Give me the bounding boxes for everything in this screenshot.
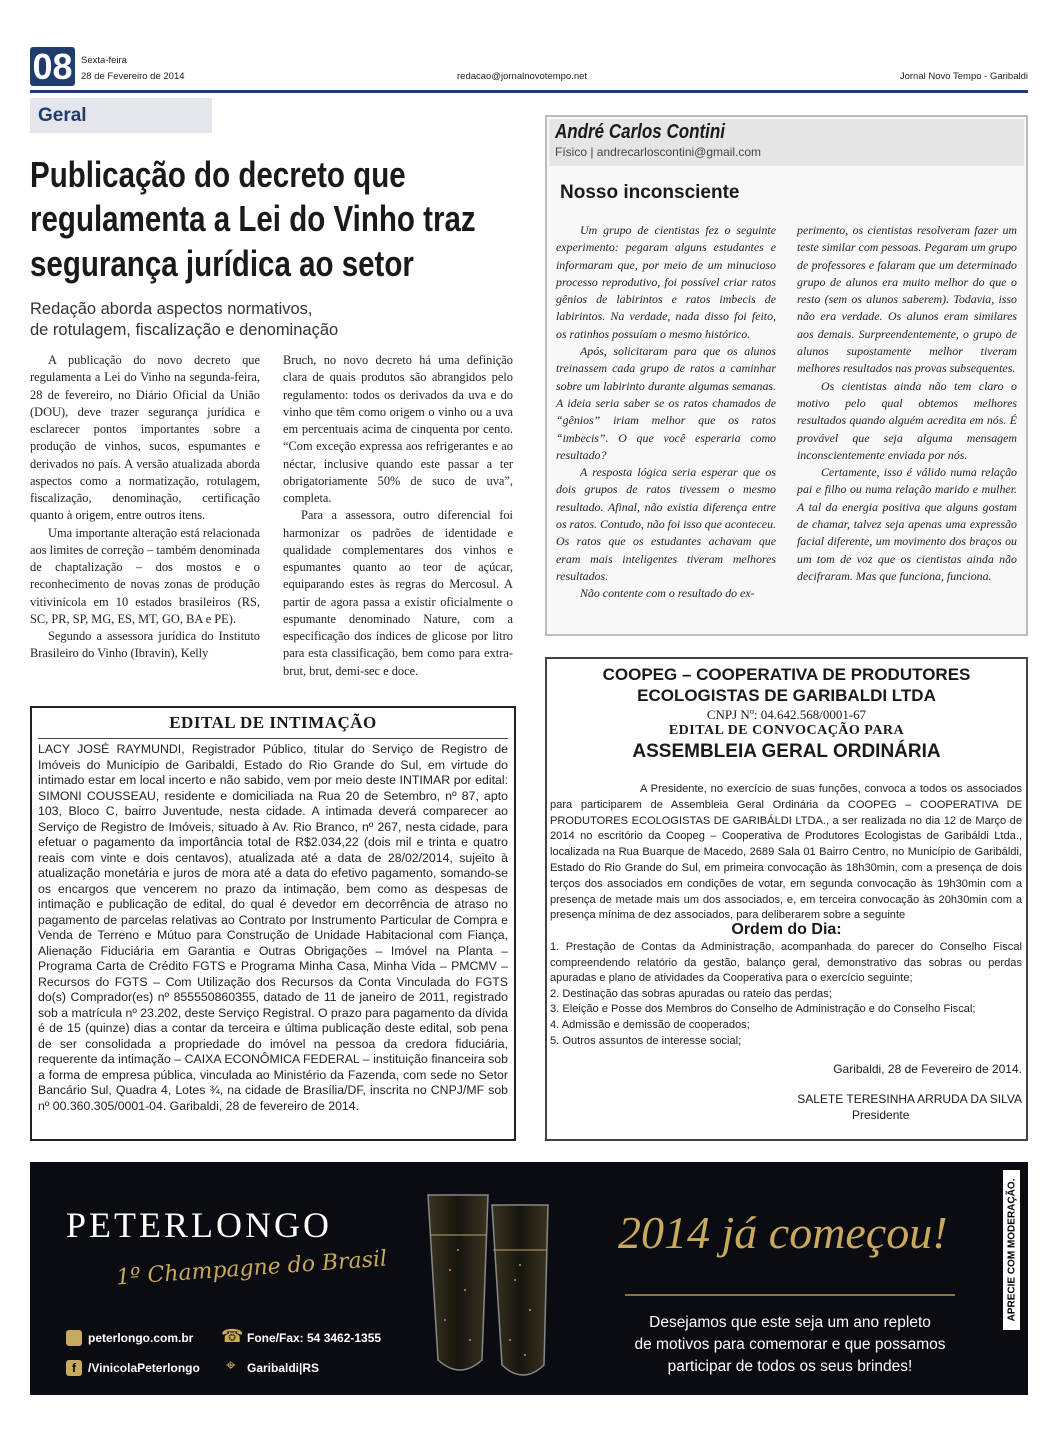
edital-title: EDITAL DE INTIMAÇÃO bbox=[169, 713, 377, 732]
contact-email[interactable]: redacao@jornalnovotempo.net bbox=[457, 71, 588, 82]
agenda-item: 2. Destinação das sobras apuradas ou rateio das perdas; bbox=[550, 987, 832, 1000]
edital-divider bbox=[38, 738, 508, 739]
ad-message-line: de motivos para comemorar e que possamos bbox=[634, 1336, 946, 1353]
opinion-column-1 bbox=[556, 222, 776, 603]
paragraph: Após, solicitaram para que os alunos treinassem cada grupo de ratos a caminhar sobre um labirinto durante algumas semanas. A ideia seria saber se os ratos chamados de “gênios” iriam melhor que os ratos “imbecis”. O que você esperaria como resultado? bbox=[556, 344, 776, 462]
author-role: Físico | andrecarloscontini@gmail.com bbox=[555, 145, 762, 159]
convocation-body bbox=[550, 782, 1022, 924]
signer-role: Presidente bbox=[852, 1108, 910, 1122]
paragraph: A resposta lógica seria esperar que os dois grupos de ratos tivessem o mesmo resultado. Afinal, não existia diferença entre os ratos. Contudo, não foi isso que aconteceu. Os ratos que os estudantes achavam que eram mais inteligentes tiveram melhores resultados. bbox=[556, 465, 776, 583]
moderation-warning: APRECIE COM MODERAÇÃO. bbox=[1006, 1178, 1017, 1322]
paragraph: perimento, os cientistas resolveram fazer um teste similar com pessoas. Pegaram um grupo de professores e falaram que um determinado grupo de alunos era muito melhor do que o resto (sem os alunos saberem). Todavia, isso não era verdade. Os alunos eram similares aos demais. Surpreendentemente, o grupo de alunos supostamente melhor tiveram melhores resultados nas provas subsequentes. bbox=[797, 223, 1017, 376]
facebook-link[interactable]: /VinicolaPeterlongo bbox=[88, 1361, 200, 1375]
facebook-icon: f bbox=[66, 1360, 82, 1376]
champagne-glasses-image bbox=[420, 1190, 570, 1395]
paragraph: Para a assessora, outro diferencial foi harmonizar os padrões de identidade e qualidade complementares dos vinhos e espumantes quanto ao teor de açúcar, equiparando estes às regras do Mercosul. A partir de agora passa a existir oficialmente o espumante denominado Nature, com a especificação dos índices de glicose por litro para esta classificação, bem como para extra-brut, brut, demi-sec e doce. bbox=[283, 508, 513, 678]
website-link[interactable]: peterlongo.com.br bbox=[88, 1331, 194, 1345]
coopeg-cnpj: CNPJ Nº: 04.642.568/0001-67 bbox=[706, 707, 867, 722]
location: Garibaldi|RS bbox=[247, 1361, 320, 1375]
link-icon bbox=[66, 1330, 82, 1346]
paragraph: A Presidente, no exercício de suas funções, convoca a todos os associados para participarem de Assembleia Geral Ordinária da COOPEG – COOPERATIVA DE PRODUTORES ECOLOGISTAS DE GARIBÁLDI LTDA., a ser realizada no dia 12 de Março de 2014 no escritório da Coopeg – Cooperativa de Produtores Ecologistas de Garibáldi Ltda., localizada na Rua Buarque de Macedo, 2689 Sala 01 Bairro Centro, no Município de Garibáldi, Estado do Rio Grande do Sul, em primeira convocação às 18h30min, com a presença de dois terços dos associados em condições de votar, em segunda convocação às 19h30min com a presença de metade mais um dos associados, e, em terceira convocação às 20h30min com a presença mínima de dez associados, para deliberarem sobre a seguinte bbox=[550, 783, 1022, 922]
section-label: Geral bbox=[30, 98, 212, 133]
page-number: 08 bbox=[30, 47, 75, 86]
paragraph: Certamente, isso é válido numa relação pai e filho ou numa relação marido e mulher. A tal da energia positiva que alguns gostam de chamar, talvez seja apenas uma expressão facial diferente, um movimento dos braços ou um tom de voz que os cientistas ainda não decifraram. Mas que funciona, funciona. bbox=[797, 465, 1017, 583]
agenda-title: Ordem do Dia: bbox=[731, 921, 842, 938]
brand-tagline: 1º Champagne do Brasil bbox=[115, 1246, 388, 1291]
headline-line: Publicação do decreto que bbox=[30, 154, 406, 195]
paragraph: Segundo a assessora jurídica do Instituto Brasileiro do Vinho (Ibravin), Kelly bbox=[30, 629, 260, 661]
paragraph: Os cientistas ainda não tem claro o motivo pelo qual obtemos melhores resultados quando alguém acredita em nós. É provável que seja alguma mensagem inconscientemente enviada por nós. bbox=[797, 378, 1017, 462]
phone-number: Fone/Fax: 54 3462-1355 bbox=[247, 1331, 382, 1345]
header-divider bbox=[30, 90, 1028, 93]
issue-date: 28 de Fevereiro de 2014 bbox=[81, 71, 185, 82]
paragraph: Um grupo de cientistas fez o seguinte experimento: pegaram alguns estudantes e informaram que, por meio de um minucioso processo reprodutivo, foi possível criar ratos gênios de labirintos e ratos imbecis de labirintos. Na verdade, nada disso foi feito, os ratinhos possuíam o mesmo histórico. bbox=[556, 223, 776, 341]
warning-box bbox=[1003, 1170, 1020, 1330]
brand-logo: PETERLONGO bbox=[66, 1205, 332, 1245]
ad-divider bbox=[625, 1294, 955, 1296]
agenda-item: 5. Outros assuntos de interesse social; bbox=[550, 1034, 742, 1047]
paragraph: A publicação do novo decreto que regulamenta a Lei do Vinho na segunda-feira, 28 de fevereiro, no Diário Oficial da União (DOU), deve trazer segurança jurídica e esclarecer pontos importantes sobre a produção de vinhos, sucos, espumantes e derivados no país. A versão atualizada aborda aspectos como a normatização, rotulagem, fiscalização, denominação, certificação quanto à origem, entre outros itens. bbox=[30, 353, 260, 523]
article-column-1 bbox=[30, 352, 260, 663]
weekday: Sexta-feira bbox=[81, 55, 127, 66]
headline-line: regulamenta a Lei do Vinho traz bbox=[30, 198, 476, 239]
author-name: André Carlos Contini bbox=[555, 121, 726, 143]
phone-icon: ☎ bbox=[221, 1326, 244, 1346]
convocation-title: EDITAL DE CONVOCAÇÃO PARA bbox=[668, 723, 905, 738]
assembly-title: ASSEMBLEIA GERAL ORDINÁRIA bbox=[632, 741, 941, 762]
agenda-item: 4. Admissão e demissão de cooperados; bbox=[550, 1018, 750, 1031]
peterlongo-ad[interactable] bbox=[30, 1162, 1028, 1395]
newspaper-name: Jornal Novo Tempo - Garibaldi bbox=[899, 71, 1028, 82]
agenda-item: 3. Eleição e Posse dos Membros do Conselho de Administração e do Conselho Fiscal; bbox=[550, 1003, 976, 1016]
opinion-title: Nosso inconsciente bbox=[560, 182, 740, 203]
opinion-column-2 bbox=[797, 222, 1017, 585]
ad-message-line: Desejamos que este seja um ano repleto bbox=[649, 1314, 931, 1331]
agenda-list bbox=[550, 940, 1022, 1049]
signature-date: Garibaldi, 28 de Fevereiro de 2014. bbox=[833, 1062, 1022, 1076]
subheadline-line: Redação aborda aspectos normativos, bbox=[30, 300, 313, 318]
coopeg-title: COOPEG – COOPERATIVA DE PRODUTORES bbox=[602, 665, 971, 684]
location-icon: ⌖ bbox=[226, 1356, 236, 1375]
ad-headline: 2014 já começou! bbox=[618, 1207, 948, 1258]
headline-line: segurança jurídica ao setor bbox=[30, 243, 414, 284]
ad-message-line: participar de todos os seus brindes! bbox=[667, 1358, 913, 1375]
paragraph: Uma importante alteração está relacionada aos limites de correção – também denominada de chaptalização – dos mostos e o reconhecimento de novas zonas de produção vitivinícola em 10 estados brasileiros (RS, SC, PR, SP, MG, ES, MT, GO, BA e PE). bbox=[30, 525, 260, 626]
paragraph: Bruch, no novo decreto há uma definição clara de quais produtos são abrangidos pelo regulamento: todos os derivados da uva e do vinho que têm como origem o vinho ou a uva em percentuais acima de cinquenta por cento. “Com exceção expressa aos refrigerantes e ao néctar, inclusive quando este passar a ter obrigatoriamente 50% de suco de uva”, completa. bbox=[283, 353, 513, 505]
subheadline-line: de rotulagem, fiscalização e denominação bbox=[30, 321, 339, 339]
edital-body: LACY JOSÉ RAYMUNDI, Registrador Público, titular do Serviço de Registro de Imóveis do Município de Garibaldi, Estado do Rio Grande do Sul, em virtude do intimado estar em local incerto e não sabido, vem por meio deste INTIMAR por edital: SIMONI COUSSEAU, residente e domiciliada na Rua 20 de Setembro, nº 87, apto 103, Bloco C, bairro Juventude, nesta cidade. A intimada deverá comparecer ao Serviço de Registro de Imóveis, situado à Av. Rio Branco, nº 267, nesta cidade, para efetuar o pagamento da importância total de R$2.034,22 (dois mil e trinta e quatro reais com vinte e dois centavos), atualizada até a data de 28/02/2014, sujeito à atualização monetária e juros de mora até a data do efetivo pagamento, somando-se os encargos que vencerem no prazo da intimação, bem como as despesas de intimação e publicação de edital, do qual é devedor em decorrência de atraso no pagamento de parcelas relativas ao Contrato por Instrumento Particular de Compra e Venda de Terreno e Mútuo para Construção de Unidade Habitacional com Fiança, Alienação Fiduciária em Garantia e Outras Obrigações – Imóvel na Planta – Programa Carta de Crédito FGTS e Programa Minha Casa, Minha Vida – PMCMV – Recursos do FGTS – Com Utilização dos Recursos da Conta Vinculada do FGTS do(s) Comprador(es) nº 855550860355, datado de 11 de janeiro de 2011, registrado sob a matrícula nº 23.202, deste Serviço Registral. O prazo para pagamento da dívida é de 15 (quinze) dias a contar da terceira e última publicação deste edital, sob pena de ser consolidada a propriedade do imóvel na pessoa da credora fiduciária, requerente da intimação – CAIXA ECONÔMICA FEDERAL – instituição financeira sob a forma de empresa pública, vinculada ao Ministério da Fazenda, com sede no Setor Bancário Sul, Quadra 4, Lotes ¾, na cidade de Brasília/DF, inscrita no CNPJ/MF sob nº 00.360.305/0001-04. Garibaldi, 28 de fevereiro de 2014. bbox=[38, 742, 508, 1113]
coopeg-title: ECOLOGISTAS DE GARIBALDI LTDA bbox=[637, 686, 936, 705]
signer-name: SALETE TERESINHA ARRUDA DA SILVA bbox=[797, 1092, 1022, 1106]
ad-message bbox=[590, 1312, 990, 1378]
paragraph: Não contente com o resultado do ex- bbox=[580, 586, 755, 601]
article-column-2 bbox=[283, 352, 513, 680]
agenda-item: 1. Prestação de Contas da Administração, acompanhada do parecer do Conselho Fiscal compreendendo relatório da gestão, balanço geral, demonstrativo das sobras ou perdas apuradas e plano de atividades da Cooperativa para o exercício seguinte; bbox=[550, 941, 1022, 985]
